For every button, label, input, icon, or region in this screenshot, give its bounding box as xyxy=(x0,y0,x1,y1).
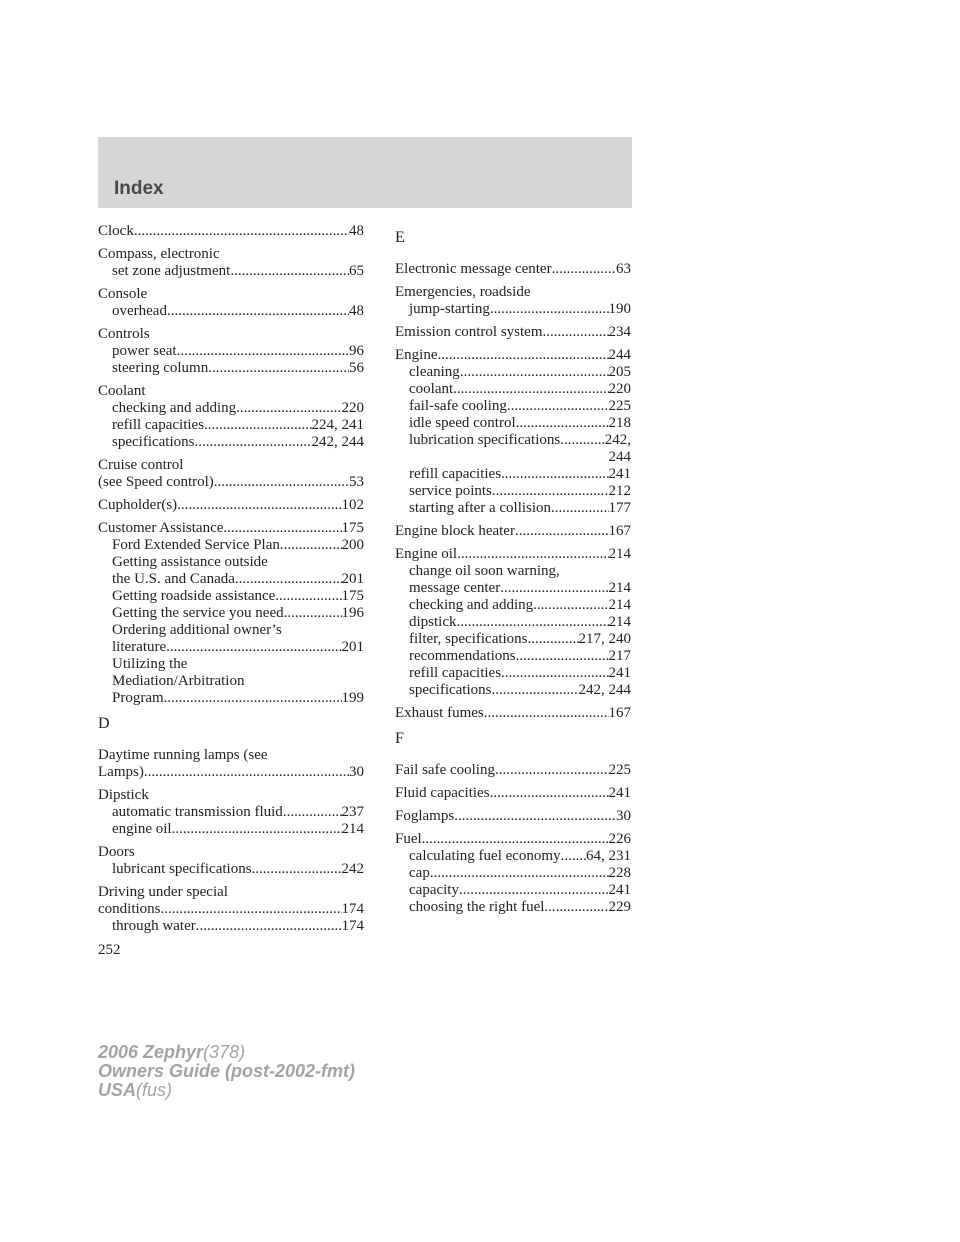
subentry-text: power seat xyxy=(112,343,177,359)
heading-text: Emission control system xyxy=(395,324,543,340)
dot-leader xyxy=(275,588,341,605)
index-heading xyxy=(98,383,364,400)
subentry-text: starting after a collision xyxy=(409,500,552,516)
page-ref: 30 xyxy=(616,808,631,824)
index-heading xyxy=(98,901,364,918)
heading-text: conditions xyxy=(98,901,161,917)
dot-leader xyxy=(551,500,608,517)
heading-text: Cupholder(s) xyxy=(98,497,178,513)
dot-leader xyxy=(284,605,342,622)
index-heading xyxy=(395,347,631,364)
index-subentry xyxy=(395,449,631,466)
dot-leader xyxy=(560,432,605,449)
index-entry xyxy=(98,286,364,320)
page-ref: 234 xyxy=(608,324,631,340)
index-subentry xyxy=(395,580,631,597)
index-subentry xyxy=(98,639,364,656)
index-entry xyxy=(98,884,364,935)
dot-leader xyxy=(460,364,609,381)
subentry-text: literature xyxy=(112,639,167,655)
dot-leader xyxy=(528,631,579,648)
index-entry xyxy=(395,705,631,722)
subentry-text: refill capacities xyxy=(112,417,205,433)
dot-leader xyxy=(552,261,616,278)
page-ref: 217, 240 xyxy=(578,631,631,647)
page-ref: 218 xyxy=(608,415,631,431)
subentry-text: set zone adjustment xyxy=(112,263,231,279)
index-entry xyxy=(98,520,364,707)
index-subentry xyxy=(98,400,364,417)
dot-leader xyxy=(457,614,609,631)
page-ref: 205 xyxy=(608,364,631,380)
subentry-text: checking and adding xyxy=(409,597,534,613)
index-entry xyxy=(98,326,364,377)
heading-text: Cruise control xyxy=(98,457,184,473)
dot-leader xyxy=(515,523,609,540)
subentry-text: lubrication specifications xyxy=(409,432,561,448)
index-heading xyxy=(395,808,631,825)
index-entry xyxy=(395,523,631,540)
dot-leader xyxy=(144,764,349,781)
continued-page: 244 xyxy=(608,449,631,465)
page-ref: 220 xyxy=(341,400,364,416)
subentry-text: Ordering additional owner’s xyxy=(112,622,282,638)
subentry-text: lubricant specifications xyxy=(112,861,252,877)
subentry-text: calculating fuel economy xyxy=(409,848,561,864)
index-subentry xyxy=(395,301,631,318)
page-ref: 242, 244 xyxy=(311,434,364,450)
index-subentry xyxy=(98,605,364,622)
footer-market-code: (fus) xyxy=(136,1080,173,1100)
dot-leader xyxy=(235,571,342,588)
index-subentry xyxy=(395,432,631,449)
page-ref: 177 xyxy=(608,500,631,516)
heading-text: Clock xyxy=(98,223,134,239)
heading-text: Fuel xyxy=(395,831,422,847)
subentry-text: Ford Extended Service Plan xyxy=(112,537,280,553)
index-heading xyxy=(395,261,631,278)
subentry-text: Mediation/Arbitration xyxy=(112,673,245,689)
footer-model-code: (378) xyxy=(203,1042,246,1062)
page-ref: 241 xyxy=(608,466,631,482)
heading-text: Fail safe cooling xyxy=(395,762,495,778)
index-subentry xyxy=(395,682,631,699)
index-subentry xyxy=(98,537,364,554)
subentry-text: filter, specifications xyxy=(409,631,528,647)
heading-text: Coolant xyxy=(98,383,146,399)
index-entry xyxy=(98,747,364,781)
subentry-text: through water xyxy=(112,918,196,934)
index-subentry xyxy=(395,848,631,865)
subentry-text: refill capacities xyxy=(409,665,502,681)
page-ref: 96 xyxy=(349,343,364,359)
subentry-text: coolant xyxy=(409,381,454,397)
section-letter: F xyxy=(395,730,404,747)
index-entry xyxy=(98,457,364,491)
index-subentry xyxy=(98,263,364,280)
index-subentry xyxy=(98,656,364,673)
index-entry xyxy=(395,808,631,825)
page-ref: 228 xyxy=(608,865,631,881)
index-entry xyxy=(98,246,364,280)
subentry-text: specifications xyxy=(409,682,492,698)
dot-leader xyxy=(177,497,341,514)
dot-leader xyxy=(484,705,609,722)
subentry-text: service points xyxy=(409,483,492,499)
page-ref: 224, 241 xyxy=(311,417,364,433)
index-subentry xyxy=(395,899,631,916)
heading-text: Compass, electronic xyxy=(98,246,220,262)
heading-text: Daytime running lamps (see xyxy=(98,747,268,763)
subentry-text: idle speed control xyxy=(409,415,516,431)
header-band xyxy=(98,137,632,208)
index-heading xyxy=(98,497,364,514)
heading-text: Controls xyxy=(98,326,150,342)
dot-leader xyxy=(543,324,609,341)
index-subentry xyxy=(98,343,364,360)
subentry-text: fail-safe cooling xyxy=(409,398,507,414)
index-subentry xyxy=(395,631,631,648)
index-heading xyxy=(98,474,364,491)
index-heading xyxy=(395,546,631,563)
dot-leader xyxy=(495,762,609,779)
dot-leader xyxy=(223,520,341,537)
section-letter: E xyxy=(395,229,405,246)
dot-leader xyxy=(533,597,608,614)
heading-text: Exhaust fumes xyxy=(395,705,484,721)
subentry-text: Utilizing the xyxy=(112,656,188,672)
index-heading xyxy=(98,787,364,804)
dot-leader xyxy=(161,901,342,918)
subentry-text: Getting roadside assistance xyxy=(112,588,276,604)
index-subentry xyxy=(395,563,631,580)
subentry-text: choosing the right fuel xyxy=(409,899,545,915)
page-ref: 63 xyxy=(616,261,631,277)
page-ref: 244 xyxy=(608,347,631,363)
dot-leader xyxy=(167,303,349,320)
heading-text: Engine block heater xyxy=(395,523,515,539)
page-ref: 65 xyxy=(349,263,364,279)
dot-leader xyxy=(516,648,609,665)
subentry-text: checking and adding xyxy=(112,400,237,416)
index-heading xyxy=(395,705,631,722)
dot-leader xyxy=(490,785,609,802)
index-heading xyxy=(395,523,631,540)
subentry-text: recommendations xyxy=(409,648,516,664)
dot-leader xyxy=(236,400,341,417)
section-letter: D xyxy=(98,715,110,732)
dot-leader xyxy=(438,347,609,364)
dot-leader xyxy=(507,398,609,415)
page-ref: 64, 231 xyxy=(586,848,631,864)
index-heading xyxy=(395,831,631,848)
dot-leader xyxy=(544,899,608,916)
page-ref: 214 xyxy=(608,580,631,596)
index-entry xyxy=(395,762,631,779)
index-entry xyxy=(395,831,631,916)
dot-leader xyxy=(164,690,342,707)
page-ref: 241 xyxy=(608,665,631,681)
heading-text: Electronic message center xyxy=(395,261,552,277)
subentry-text: the U.S. and Canada xyxy=(112,571,235,587)
index-entry xyxy=(98,223,364,240)
page-ref: 229 xyxy=(608,899,631,915)
page-ref: 167 xyxy=(608,705,631,721)
page-ref: 199 xyxy=(341,690,364,706)
heading-text: Doors xyxy=(98,844,135,860)
page-ref: 214 xyxy=(608,597,631,613)
page-ref: 242, xyxy=(604,432,631,448)
index-subentry xyxy=(98,690,364,707)
page-ref: 242 xyxy=(341,861,364,877)
index-heading xyxy=(395,324,631,341)
subentry-text: steering column xyxy=(112,360,209,376)
index-subentry xyxy=(395,483,631,500)
index-subentry xyxy=(395,597,631,614)
dot-leader xyxy=(422,831,609,848)
page-ref: 200 xyxy=(341,537,364,553)
index-heading xyxy=(395,284,631,301)
index-subentry xyxy=(395,364,631,381)
dot-leader xyxy=(430,865,609,882)
index-entry xyxy=(395,284,631,318)
subentry-text: engine oil xyxy=(112,821,172,837)
page-ref: 242, 244 xyxy=(578,682,631,698)
index-subentry xyxy=(98,622,364,639)
page-ref: 241 xyxy=(608,785,631,801)
index-heading xyxy=(98,764,364,781)
page-ref: 30 xyxy=(349,764,364,780)
footer-market: USA xyxy=(98,1080,137,1100)
index-subentry xyxy=(395,398,631,415)
index-entry xyxy=(395,546,631,699)
index-subentry xyxy=(395,466,631,483)
index-subentry xyxy=(98,673,364,690)
page-ref: 196 xyxy=(341,605,364,621)
index-subentry xyxy=(395,500,631,517)
subentry-text: specifications xyxy=(112,434,195,450)
page-ref: 175 xyxy=(341,520,364,536)
page-ref: 48 xyxy=(349,303,364,319)
page-ref: 212 xyxy=(608,483,631,499)
index-heading xyxy=(98,520,364,537)
dot-leader xyxy=(500,580,608,597)
page-ref: 237 xyxy=(341,804,364,820)
page-ref: 190 xyxy=(608,301,631,317)
index-entry xyxy=(395,785,631,802)
dot-leader xyxy=(194,434,311,451)
subentry-text: dipstick xyxy=(409,614,457,630)
index-heading xyxy=(395,785,631,802)
page-ref: 225 xyxy=(608,398,631,414)
subentry-text: Getting the service you need xyxy=(112,605,284,621)
heading-text: Driving under special xyxy=(98,884,228,900)
page-ref: 48 xyxy=(349,223,364,239)
index-entry xyxy=(98,844,364,878)
index-subentry xyxy=(395,882,631,899)
subentry-text: Program xyxy=(112,690,164,706)
dot-leader xyxy=(252,861,342,878)
index-subentry xyxy=(98,360,364,377)
page-number: 252 xyxy=(98,942,121,958)
page-ref: 217 xyxy=(608,648,631,664)
index-entry xyxy=(98,383,364,451)
page-ref: 174 xyxy=(341,918,364,934)
dot-leader xyxy=(177,343,349,360)
index-heading xyxy=(98,223,364,240)
page-ref: 226 xyxy=(608,831,631,847)
dot-leader xyxy=(491,682,578,699)
heading-text: Fluid capacities xyxy=(395,785,490,801)
page-ref: 201 xyxy=(341,571,364,587)
dot-leader xyxy=(204,417,311,434)
heading-text: (see Speed control) xyxy=(98,474,214,490)
footer-guide: Owners Guide (post-2002-fmt) xyxy=(98,1061,356,1081)
index-entry xyxy=(395,324,631,341)
page-ref: 214 xyxy=(341,821,364,837)
dot-leader xyxy=(501,466,608,483)
dot-leader xyxy=(453,381,608,398)
index-entry xyxy=(98,497,364,514)
footer-model: 2006 Zephyr xyxy=(98,1042,204,1062)
index-entry xyxy=(98,787,364,838)
dot-leader xyxy=(501,665,608,682)
heading-text: Console xyxy=(98,286,148,302)
dot-leader xyxy=(457,546,608,563)
dot-leader xyxy=(214,474,349,491)
index-heading xyxy=(98,286,364,303)
page-ref: 220 xyxy=(608,381,631,397)
index-heading xyxy=(98,884,364,901)
dot-leader xyxy=(280,537,342,554)
subentry-text: Getting assistance outside xyxy=(112,554,268,570)
index-subentry xyxy=(98,918,364,935)
index-subentry xyxy=(395,614,631,631)
index-subentry xyxy=(395,648,631,665)
footer xyxy=(98,1043,355,1100)
subentry-text: change oil soon warning, xyxy=(409,563,560,579)
index-subentry xyxy=(98,588,364,605)
dot-leader xyxy=(561,848,586,865)
heading-text: Engine oil xyxy=(395,546,458,562)
subentry-text: cleaning xyxy=(409,364,460,380)
page-ref: 225 xyxy=(608,762,631,778)
dot-leader xyxy=(196,918,342,935)
page-ref: 201 xyxy=(341,639,364,655)
index-column-right xyxy=(365,221,631,922)
index-column-left xyxy=(98,223,364,941)
page-ref: 53 xyxy=(349,474,364,490)
index-entry xyxy=(395,261,631,278)
dot-leader xyxy=(283,804,342,821)
index-heading xyxy=(98,844,364,861)
page-ref: 167 xyxy=(608,523,631,539)
index-subentry xyxy=(98,821,364,838)
dot-leader xyxy=(230,263,349,280)
subentry-text: cap xyxy=(409,865,430,881)
heading-text: Foglamps xyxy=(395,808,455,824)
subentry-text: jump-starting xyxy=(409,301,490,317)
subentry-text: overhead xyxy=(112,303,167,319)
dot-leader xyxy=(134,223,349,240)
dot-leader xyxy=(172,821,342,838)
index-subentry xyxy=(98,434,364,451)
index-subentry xyxy=(395,415,631,432)
page-ref: 175 xyxy=(341,588,364,604)
heading-text: Customer Assistance xyxy=(98,520,224,536)
index-heading xyxy=(98,326,364,343)
column-inner xyxy=(365,229,631,916)
page-ref: 241 xyxy=(608,882,631,898)
dot-leader xyxy=(490,301,609,318)
page-ref: 214 xyxy=(608,614,631,630)
dot-leader xyxy=(459,882,609,899)
index-subentry xyxy=(395,665,631,682)
index-subentry xyxy=(395,381,631,398)
page-ref: 56 xyxy=(349,360,364,376)
page-title: Index xyxy=(114,178,164,199)
heading-text: Engine xyxy=(395,347,438,363)
index-subentry xyxy=(98,303,364,320)
dot-leader xyxy=(166,639,341,656)
dot-leader xyxy=(454,808,616,825)
index-subentry xyxy=(98,554,364,571)
subentry-text: capacity xyxy=(409,882,459,898)
subentry-text: automatic transmission fluid xyxy=(112,804,283,820)
index-subentry xyxy=(98,571,364,588)
index-heading xyxy=(98,457,364,474)
index-heading xyxy=(98,246,364,263)
index-entry xyxy=(395,347,631,517)
heading-text: Dipstick xyxy=(98,787,149,803)
index-subentry xyxy=(395,865,631,882)
heading-text: Emergencies, roadside xyxy=(395,284,531,300)
dot-leader xyxy=(492,483,609,500)
dot-leader xyxy=(208,360,349,377)
index-heading xyxy=(395,762,631,779)
subentry-text: refill capacities xyxy=(409,466,502,482)
index-subentry xyxy=(98,417,364,434)
page-ref: 214 xyxy=(608,546,631,562)
subentry-text: message center xyxy=(409,580,501,596)
page-ref: 174 xyxy=(341,901,364,917)
index-subentry xyxy=(98,804,364,821)
dot-leader xyxy=(516,415,609,432)
page-ref: 102 xyxy=(341,497,364,513)
heading-text: Lamps) xyxy=(98,764,144,780)
index-subentry xyxy=(98,861,364,878)
index-heading xyxy=(98,747,364,764)
